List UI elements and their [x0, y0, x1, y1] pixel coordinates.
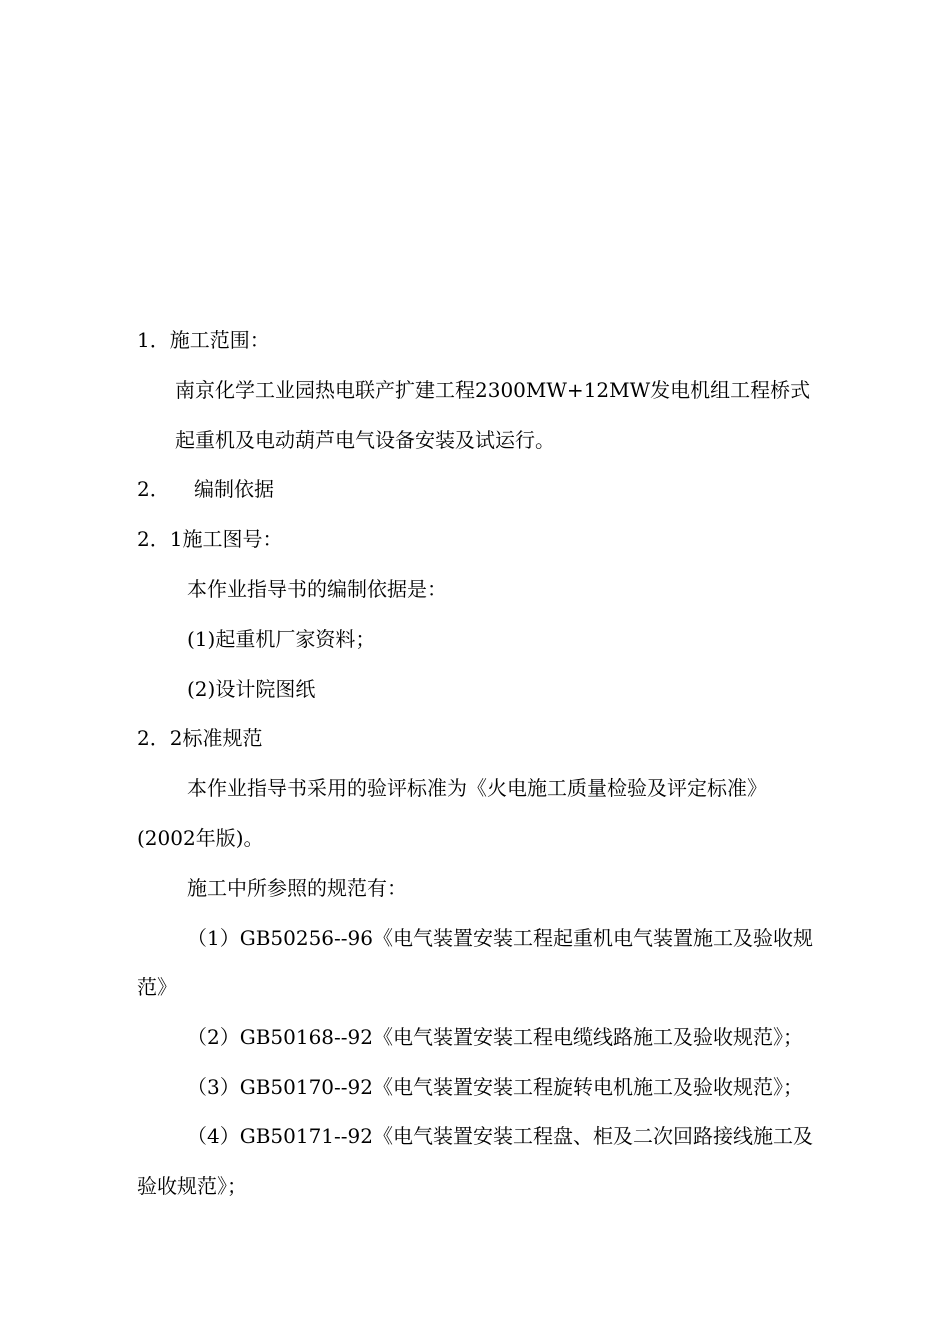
- section2-1-item-1: (1)起重机厂家资料；: [187, 627, 376, 651]
- section1-heading: [137, 327, 270, 353]
- section2-number: 2．: [137, 477, 170, 501]
- section2-1-heading: 2．1施工图号：: [137, 527, 283, 551]
- section2-2-standard-line1: 本作业指导书采用的验评标准为《火电施工质量检验及评定标准》: [187, 776, 767, 800]
- section1-body-line2: 起重机及电动葫芦电气设备安装及试运行。: [175, 428, 555, 452]
- section2-title: 编制依据: [194, 477, 274, 501]
- reference-4-line2: 验收规范》；: [137, 1174, 247, 1198]
- section1-body-line1: 南京化学工业园热电联产扩建工程2300MW+12MW发电机组工程桥式: [175, 378, 811, 402]
- section1-number: 1．: [137, 328, 170, 352]
- section2-1-intro: 本作业指导书的编制依据是：: [187, 577, 447, 601]
- reference-1-line2: 范》: [137, 975, 177, 999]
- reference-4-line1: （4）GB50171--92《电气装置安装工程盘、柜及二次回路接线施工及: [187, 1124, 813, 1148]
- section1-title: 施工范围：: [169, 328, 270, 352]
- section2-2-heading: 2．2标准规范: [137, 726, 263, 750]
- reference-2: （2）GB50168--92《电气装置安装工程电缆线路施工及验收规范》；: [187, 1025, 803, 1049]
- section2-2-refs-intro: 施工中所参照的规范有：: [187, 876, 407, 900]
- reference-1-line1: （1）GB50256--96《电气装置安装工程起重机电气装置施工及验收规: [187, 926, 813, 950]
- section2-2-standard-line2: (2002年版)。: [137, 826, 264, 850]
- section2-heading: [137, 476, 274, 502]
- section2-1-item-2: (2)设计院图纸: [187, 677, 316, 701]
- reference-3: （3）GB50170--92《电气装置安装工程旋转电机施工及验收规范》；: [187, 1075, 803, 1099]
